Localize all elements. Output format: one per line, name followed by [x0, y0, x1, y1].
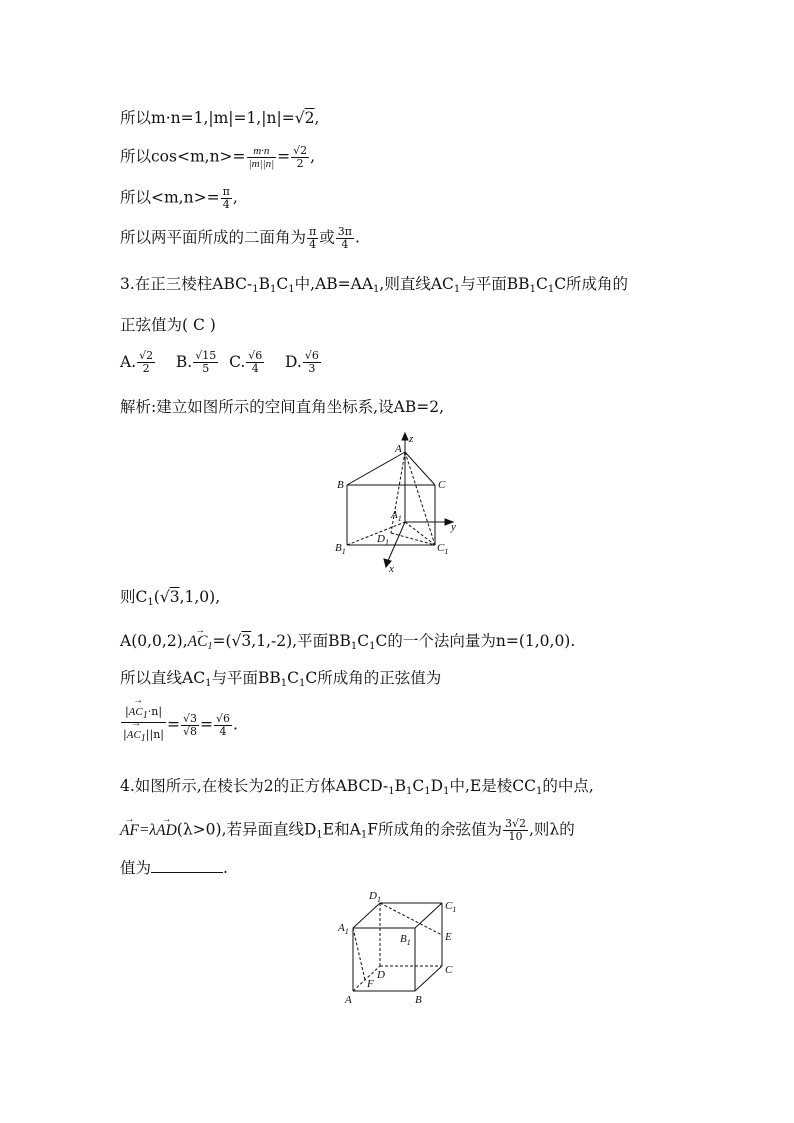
- text: C: [535, 275, 548, 293]
- label-sub: 1: [376, 895, 381, 904]
- denominator: 5: [202, 362, 210, 375]
- text: C所成角的正弦值为: [305, 669, 442, 687]
- numerator: π: [309, 225, 317, 238]
- subscript: 1: [316, 829, 323, 841]
- label-z: z: [409, 433, 414, 445]
- equals: =: [277, 147, 291, 166]
- fraction: [214, 713, 232, 738]
- punct: ,: [310, 147, 316, 166]
- edge-AC: [405, 452, 435, 485]
- text: 则C: [120, 588, 148, 606]
- denominator: 2: [142, 362, 150, 375]
- denominator: 4: [251, 362, 259, 375]
- text: 3.在正三棱柱ABC-: [120, 275, 253, 293]
- punct: .: [233, 715, 238, 734]
- seg-D1E: [380, 903, 442, 935]
- text: E和A: [322, 820, 361, 839]
- label-A1: [390, 509, 402, 523]
- vector-ac1: [127, 729, 146, 745]
- equals: =: [166, 715, 180, 734]
- subscript: 1: [424, 786, 431, 797]
- line-mn-norms: [120, 107, 319, 129]
- numerator: √15: [195, 349, 217, 362]
- subscript: 1: [205, 678, 212, 689]
- fraction: [303, 350, 321, 375]
- label-C: C: [445, 964, 453, 976]
- sqrt-arg: 3: [241, 632, 252, 650]
- fraction: [503, 818, 528, 843]
- sqrt-arg: 2: [304, 109, 315, 127]
- label-letter: A: [391, 509, 398, 521]
- text: ,则λ的: [528, 820, 575, 839]
- fraction: [291, 145, 309, 170]
- subscript: 1: [529, 284, 536, 295]
- z-arrow: [402, 433, 408, 440]
- denominator: 4: [219, 725, 227, 738]
- line-dihedral: [120, 226, 360, 251]
- text: 的中点,: [542, 777, 594, 795]
- q4-stem-line3: [120, 857, 228, 879]
- line-c1: [120, 586, 220, 614]
- text: (: [153, 588, 160, 606]
- text: C: [287, 669, 299, 687]
- label-sub: 1: [384, 538, 389, 547]
- label-A: A: [395, 443, 402, 455]
- diag-AC1: [405, 452, 435, 545]
- vector-name: AC: [128, 706, 143, 718]
- q3-analysis: 解析:建立如图所示的空间直角坐标系,设AB=2,: [120, 398, 445, 416]
- label-letter: C: [445, 900, 453, 912]
- text: |: [123, 728, 127, 741]
- label-sub: 1: [344, 927, 349, 936]
- text: 4.如图所示,在棱长为2的正方体ABCD-: [120, 777, 389, 795]
- label-letter: B: [335, 542, 342, 554]
- subscript: 1: [388, 786, 395, 797]
- text: 与平面BB: [460, 275, 530, 293]
- subscript: 1: [140, 733, 146, 744]
- subscript: 1: [270, 284, 277, 295]
- q4-stem-line2: [120, 818, 575, 847]
- line-angle: [120, 186, 238, 211]
- label-letter: D: [377, 533, 385, 545]
- subscript: 1: [443, 786, 450, 797]
- q3-stem-line1: [120, 273, 628, 301]
- text: C所成角的: [554, 275, 629, 293]
- fraction: [137, 350, 155, 375]
- option-c: [229, 349, 265, 375]
- punct: .: [355, 228, 360, 247]
- text: ,1,0),: [179, 588, 221, 606]
- edge-A1D1: [353, 903, 380, 928]
- edge-BA: [347, 452, 405, 485]
- denominator: |m||n|: [248, 158, 275, 170]
- label-C: C: [438, 479, 446, 491]
- subscript: 1: [298, 678, 306, 689]
- text: C: [276, 275, 289, 293]
- vector-af: → AF: [120, 820, 139, 842]
- cube-figure: [335, 885, 465, 1010]
- text: C: [412, 777, 425, 795]
- text: C: [357, 632, 370, 650]
- label-E: E: [445, 931, 452, 943]
- numerator: √2: [139, 349, 154, 362]
- label-C1: [445, 900, 456, 914]
- line-text: 所以<m,n>=: [120, 188, 220, 207]
- denominator: √8: [182, 725, 197, 738]
- fraction: [247, 145, 277, 170]
- text: ,1,-2),平面BB: [251, 632, 351, 650]
- subscript: 1: [547, 284, 555, 295]
- denominator: 3: [308, 362, 316, 375]
- q3-stem-line2: 正弦值为( C ): [120, 316, 216, 334]
- label-B1: [400, 933, 411, 947]
- label-letter: A: [338, 922, 345, 934]
- sqrt-sign: √: [294, 109, 305, 127]
- label-sub: 1: [406, 938, 411, 947]
- subscript: 1: [147, 597, 154, 608]
- label-letter: D: [369, 890, 377, 902]
- text: C的一个法向量为n=(1,0,0).: [375, 632, 576, 650]
- text: 与平面BB: [211, 669, 281, 687]
- text: =λ: [138, 821, 157, 839]
- sqrt-arg: 3: [169, 588, 180, 606]
- seg-A1F: [353, 928, 365, 980]
- option-label: B.: [175, 352, 193, 371]
- line-cos: [120, 145, 315, 170]
- line-result: [120, 706, 238, 745]
- label-B: B: [415, 994, 422, 1006]
- subscript: 1: [406, 786, 413, 797]
- denominator: 2: [296, 157, 304, 170]
- label-C1: [437, 542, 448, 556]
- fraction: [336, 226, 354, 251]
- subscript: 1: [350, 641, 358, 652]
- subscript: 1: [252, 284, 259, 295]
- q3-options: [120, 350, 322, 375]
- text: 中,E是棱CC: [449, 777, 536, 795]
- numerator: √6: [216, 712, 231, 725]
- numerator: √2: [293, 144, 308, 157]
- line-text: 所以cos<m,n>=: [120, 147, 246, 166]
- label-sub: 1: [452, 905, 457, 914]
- subscript: 1: [453, 284, 461, 295]
- line-ac1-vector: [120, 630, 575, 658]
- answer-blank[interactable]: [151, 858, 223, 873]
- text: B: [394, 777, 407, 795]
- subscript: 1: [207, 641, 213, 652]
- denominator: 10: [508, 830, 523, 843]
- denominator: 4: [309, 238, 317, 251]
- label-D: D: [377, 969, 385, 981]
- text: ||n|: [145, 728, 164, 741]
- subscript: 1: [280, 678, 288, 689]
- prism-figure: [325, 430, 475, 575]
- line-so-sine: [120, 667, 441, 695]
- numerator: √6: [304, 349, 319, 362]
- vector-name: AC: [187, 633, 208, 650]
- line-text: 所以m·n=1,|m|=1,|n|=: [120, 109, 295, 127]
- label-B: B: [337, 479, 344, 491]
- label-D1: [376, 533, 389, 547]
- denominator: 4: [222, 198, 230, 211]
- punct: ,: [314, 109, 320, 127]
- vector-name: AC: [126, 729, 141, 741]
- text: A(0,0,2),: [120, 632, 188, 650]
- option-d: [285, 349, 322, 375]
- fraction: [181, 713, 199, 738]
- vector-ad: → AD: [156, 820, 177, 842]
- numerator: π: [222, 185, 230, 198]
- text: (λ>0),若异面直线D: [176, 820, 317, 839]
- text: B: [258, 275, 271, 293]
- equals: =: [200, 715, 213, 734]
- text: =(: [212, 632, 232, 650]
- sqrt-sign: √: [231, 632, 242, 650]
- numerator: m·n: [247, 145, 277, 158]
- sqrt-sign: √: [159, 588, 170, 606]
- option-label: C.: [229, 352, 246, 371]
- label-sub: 1: [444, 547, 449, 556]
- denominator: 4: [341, 238, 349, 251]
- text: ·n|: [147, 705, 163, 718]
- or-text: 或: [319, 228, 335, 247]
- option-label: A.: [120, 352, 137, 371]
- denominator: [121, 723, 166, 745]
- subscript: 1: [535, 786, 543, 797]
- label-y: y: [451, 521, 456, 533]
- label-sub: 1: [397, 514, 402, 523]
- line-text: 所以两平面所成的二面角为: [120, 228, 307, 247]
- fraction: [221, 186, 232, 211]
- subscript: 1: [373, 284, 380, 295]
- text: 中,AB=AA: [294, 275, 374, 293]
- text: 值为: [120, 859, 152, 877]
- option-b: [175, 349, 219, 375]
- option-label: D.: [285, 352, 302, 371]
- option-a: [120, 349, 156, 375]
- label-B1: [335, 542, 346, 556]
- punct: ,: [232, 188, 238, 207]
- numerator: 3√2: [504, 817, 526, 830]
- subscript: 1: [288, 284, 295, 295]
- subscript: 1: [142, 710, 148, 721]
- vector-ac1: [188, 631, 213, 658]
- label-A1: [337, 922, 349, 936]
- punct: .: [223, 859, 228, 877]
- subscript: 1: [369, 641, 376, 652]
- label-letter: B: [400, 933, 407, 945]
- fraction: [193, 350, 218, 375]
- numerator: 3π: [337, 225, 352, 238]
- fraction: [307, 226, 318, 251]
- edge-BC: [415, 966, 442, 991]
- fraction: [121, 706, 166, 745]
- label-A: A: [345, 994, 352, 1006]
- subscript: 1: [360, 829, 368, 841]
- numerator: [121, 706, 166, 723]
- label-sub: 1: [341, 547, 346, 556]
- numerator: √6: [248, 349, 263, 362]
- text: |: [124, 705, 129, 718]
- text: D: [430, 777, 444, 795]
- label-x: x: [389, 563, 394, 575]
- fraction: [246, 350, 264, 375]
- numerator: √3: [182, 712, 197, 725]
- label-F: F: [367, 978, 374, 990]
- text: 所以直线AC: [120, 669, 206, 687]
- label-D1: [368, 890, 381, 904]
- edge-B1C1: [415, 903, 442, 928]
- text: ,则直线AC: [379, 275, 454, 293]
- edge-A1C1: [405, 522, 435, 545]
- text: F所成角的余弦值为: [367, 820, 502, 839]
- q4-stem-line1: [120, 775, 594, 803]
- label-letter: C: [437, 542, 445, 554]
